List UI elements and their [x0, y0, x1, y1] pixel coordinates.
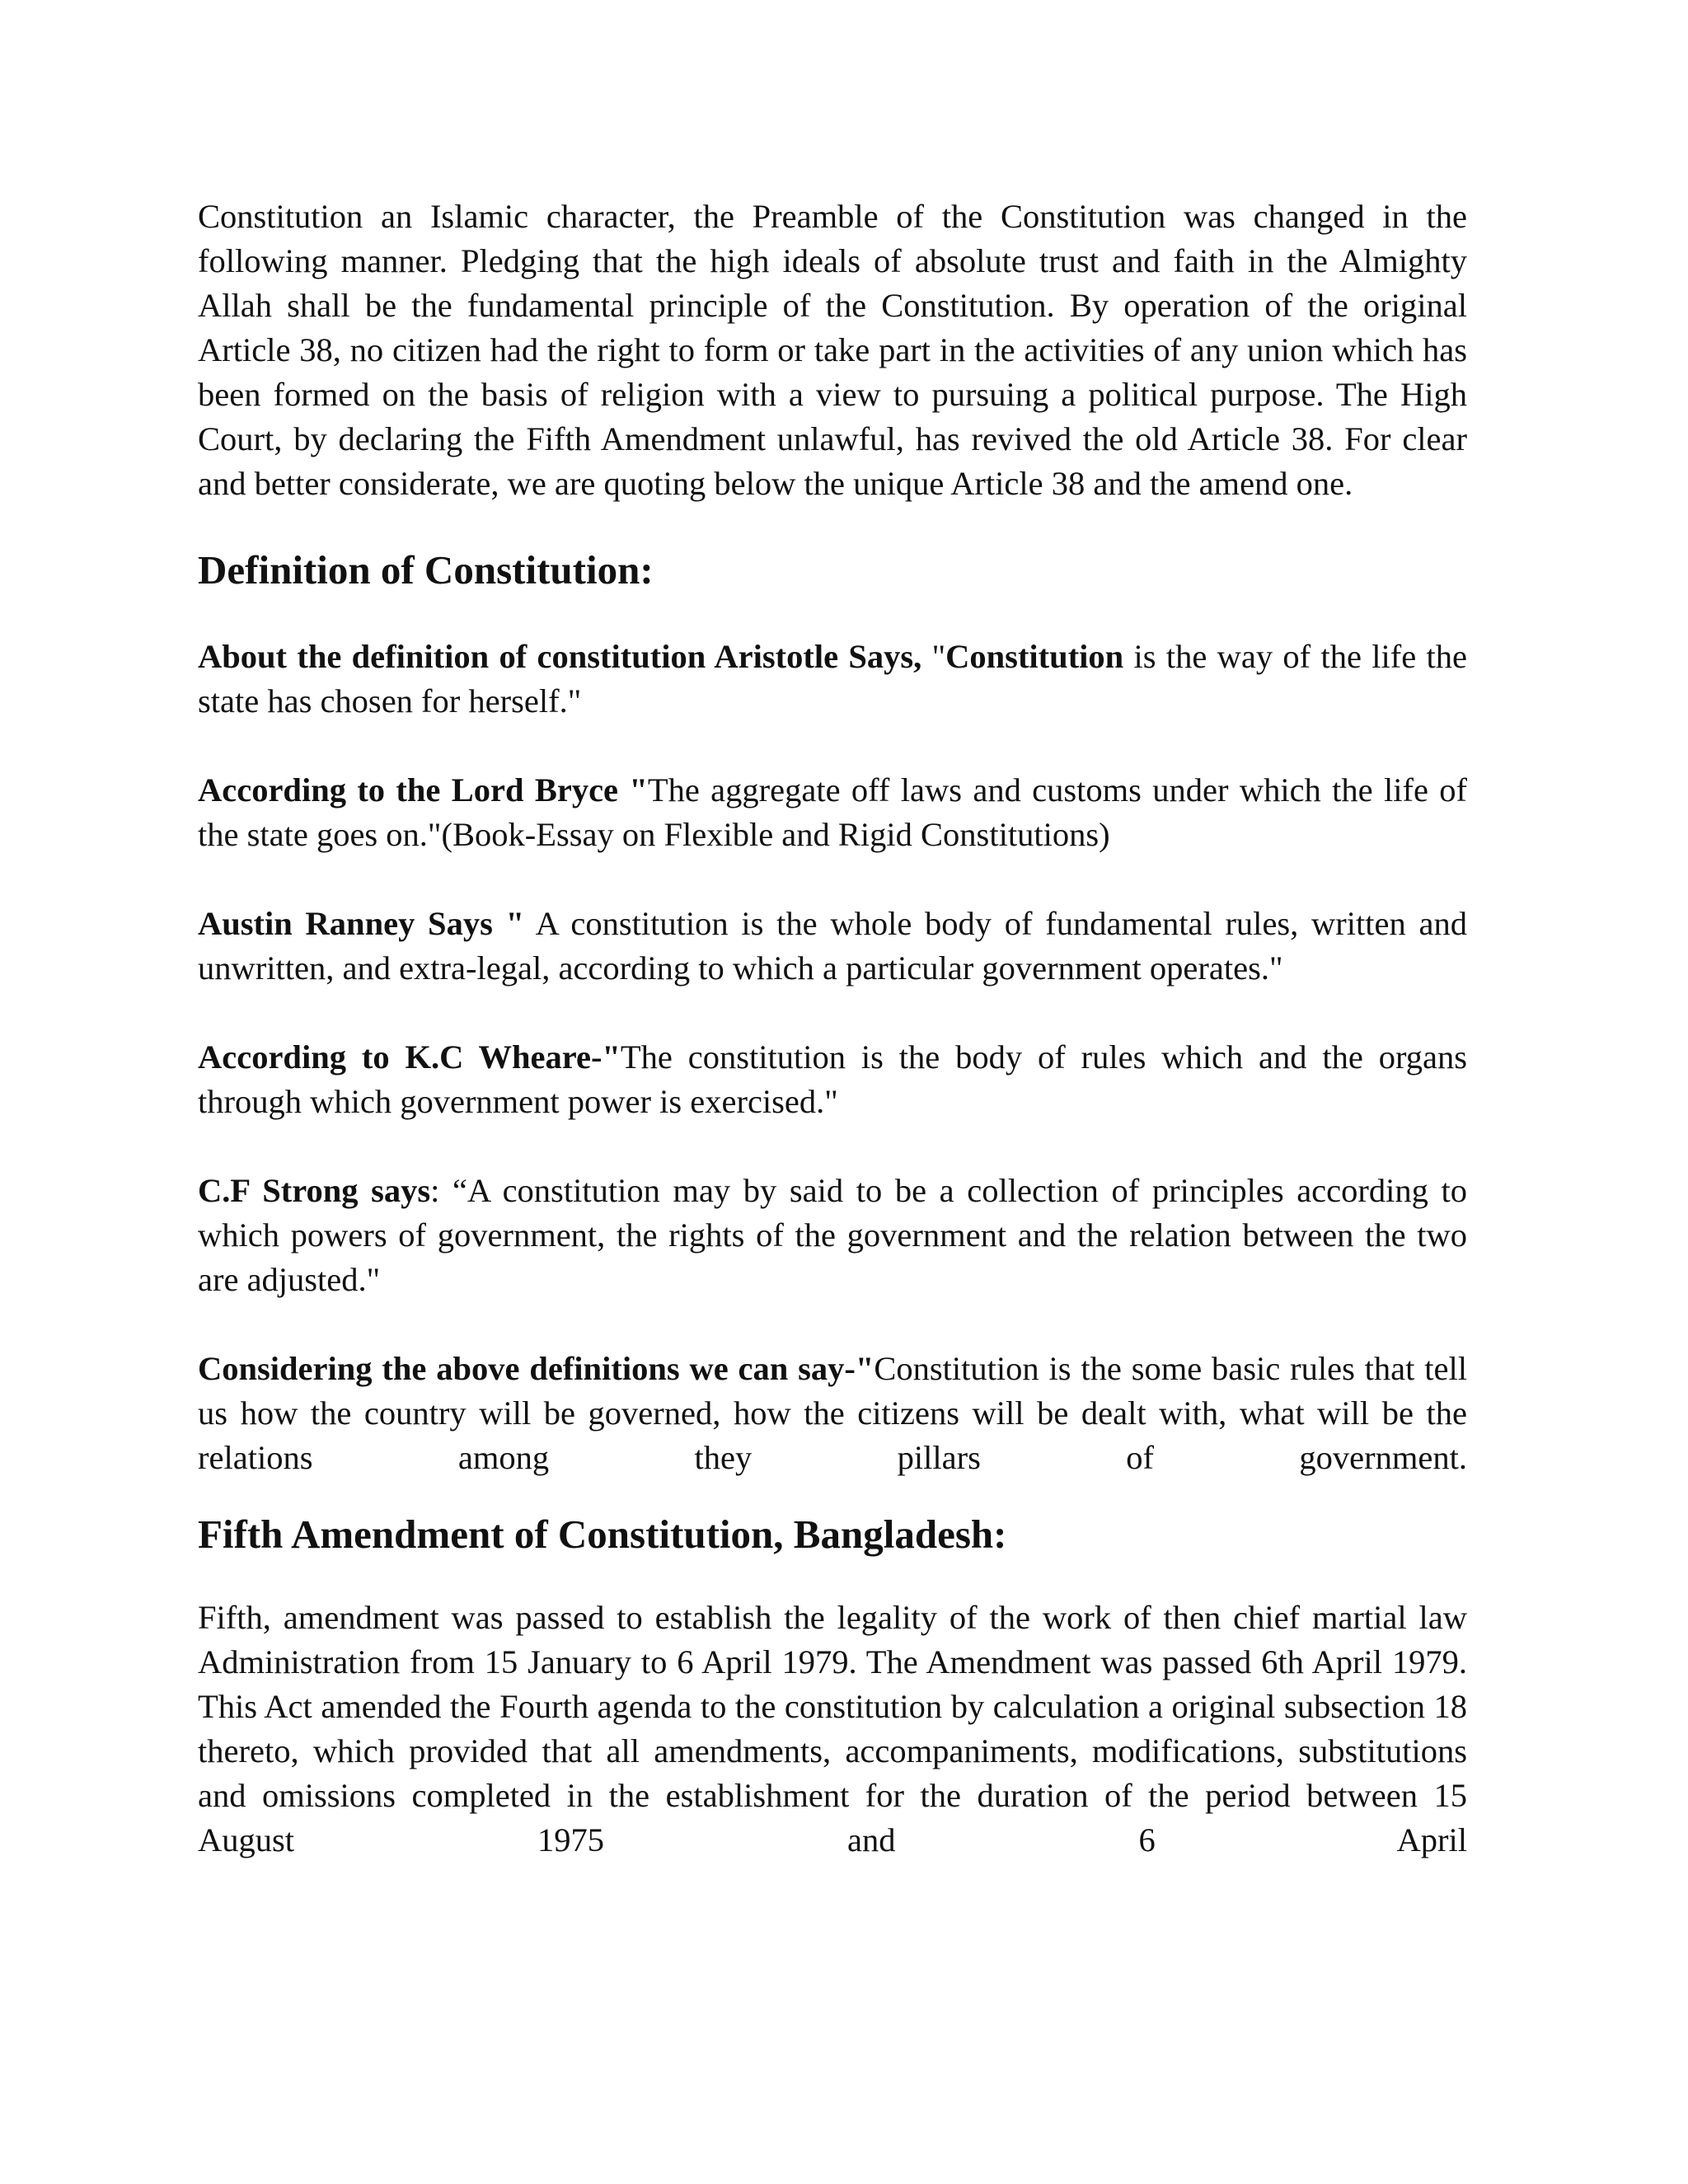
- bryce-definition-text: The aggregate off laws and customs under which the life of the state goes on."(Book-Essay on Flexible and Rigid Constitutions): [198, 771, 1468, 853]
- intro-paragraph: Constitution an Islamic character, the Preamble of the Constitution was changed in the following manner. Pledging that the high ideals of absolute trust and faith in the Almighty Allah shall be the fundamental principle of the Constitution. By operation of the original Article 38, no citizen had the right to form or take part in the activities of any union which has been formed on the basis of religion with a view to pursuing a political purpose. The High Court, by declaring the Fifth Amendment unlawful, has revived the old Article 38. For clear and better considerate, we are quoting below the unique Article 38 and the amend one.: [198, 198, 1467, 502]
- document-page: [198, 194, 1467, 1863]
- wheare-definition-text: The constitution is the body of rules which and the organs through which government power is exercised.": [198, 1038, 1467, 1120]
- fifth-amendment-paragraph: Fifth, amendment was passed to establish the legality of the work of then chief martial law Administration from 15 January to 6 April 1979. The Amendment was passed 6th April 1979. This Act amended the Fourth agenda to the constitution by calculation a original subsection 18 thereto, which provided that all amendments, accompaniments, modifications, substitutions and omissions completed in the establishment for the duration of the period between 15 August 1975 and 6 April: [198, 1599, 1467, 1858]
- definition-ranney: [198, 902, 1467, 991]
- conclusion-definition-text: Constitution is the some basic rules that tell us how the country will be governed, how the citizens will be dealt with, what will be the relations among they pillars of government.: [198, 1350, 1467, 1476]
- aristotle-definition-text: is the way of the life the state has chosen for herself.": [198, 638, 1467, 719]
- ranney-definition-text: A constitution is the whole body of fundamental rules, written and unwritten, and extra-legal, according to which a particular government operates.": [198, 905, 1467, 987]
- aristotle-attribution: About the definition of constitution Aristotle Says,: [198, 638, 932, 675]
- definition-aristotle: [198, 635, 1467, 724]
- strong-attribution: C.F Strong says: [198, 1172, 431, 1209]
- bryce-attribution: According to the Lord Bryce ": [198, 771, 648, 808]
- strong-definition-text: : “A constitution may by said to be a collection of principles according to which powers of government, the rights of the government and the relation between the two are adjusted.": [198, 1172, 1467, 1298]
- heading-definition-of-constitution: Definition of Constitution:: [198, 547, 654, 593]
- definition-bryce: [198, 768, 1467, 857]
- aristotle-term: Constitution: [945, 638, 1124, 675]
- ranney-attribution: Austin Ranney Says ": [198, 905, 525, 942]
- heading-fifth-amendment: Fifth Amendment of Constitution, Bangladesh:: [198, 1511, 1007, 1557]
- definition-strong: [198, 1169, 1467, 1302]
- aristotle-quote-mark: ": [931, 638, 946, 675]
- wheare-attribution: According to K.C Wheare-": [198, 1038, 621, 1076]
- definition-wheare: [198, 1035, 1467, 1124]
- definition-conclusion: [198, 1347, 1467, 1480]
- conclusion-attribution: Considering the above definitions we can say-": [198, 1350, 874, 1387]
